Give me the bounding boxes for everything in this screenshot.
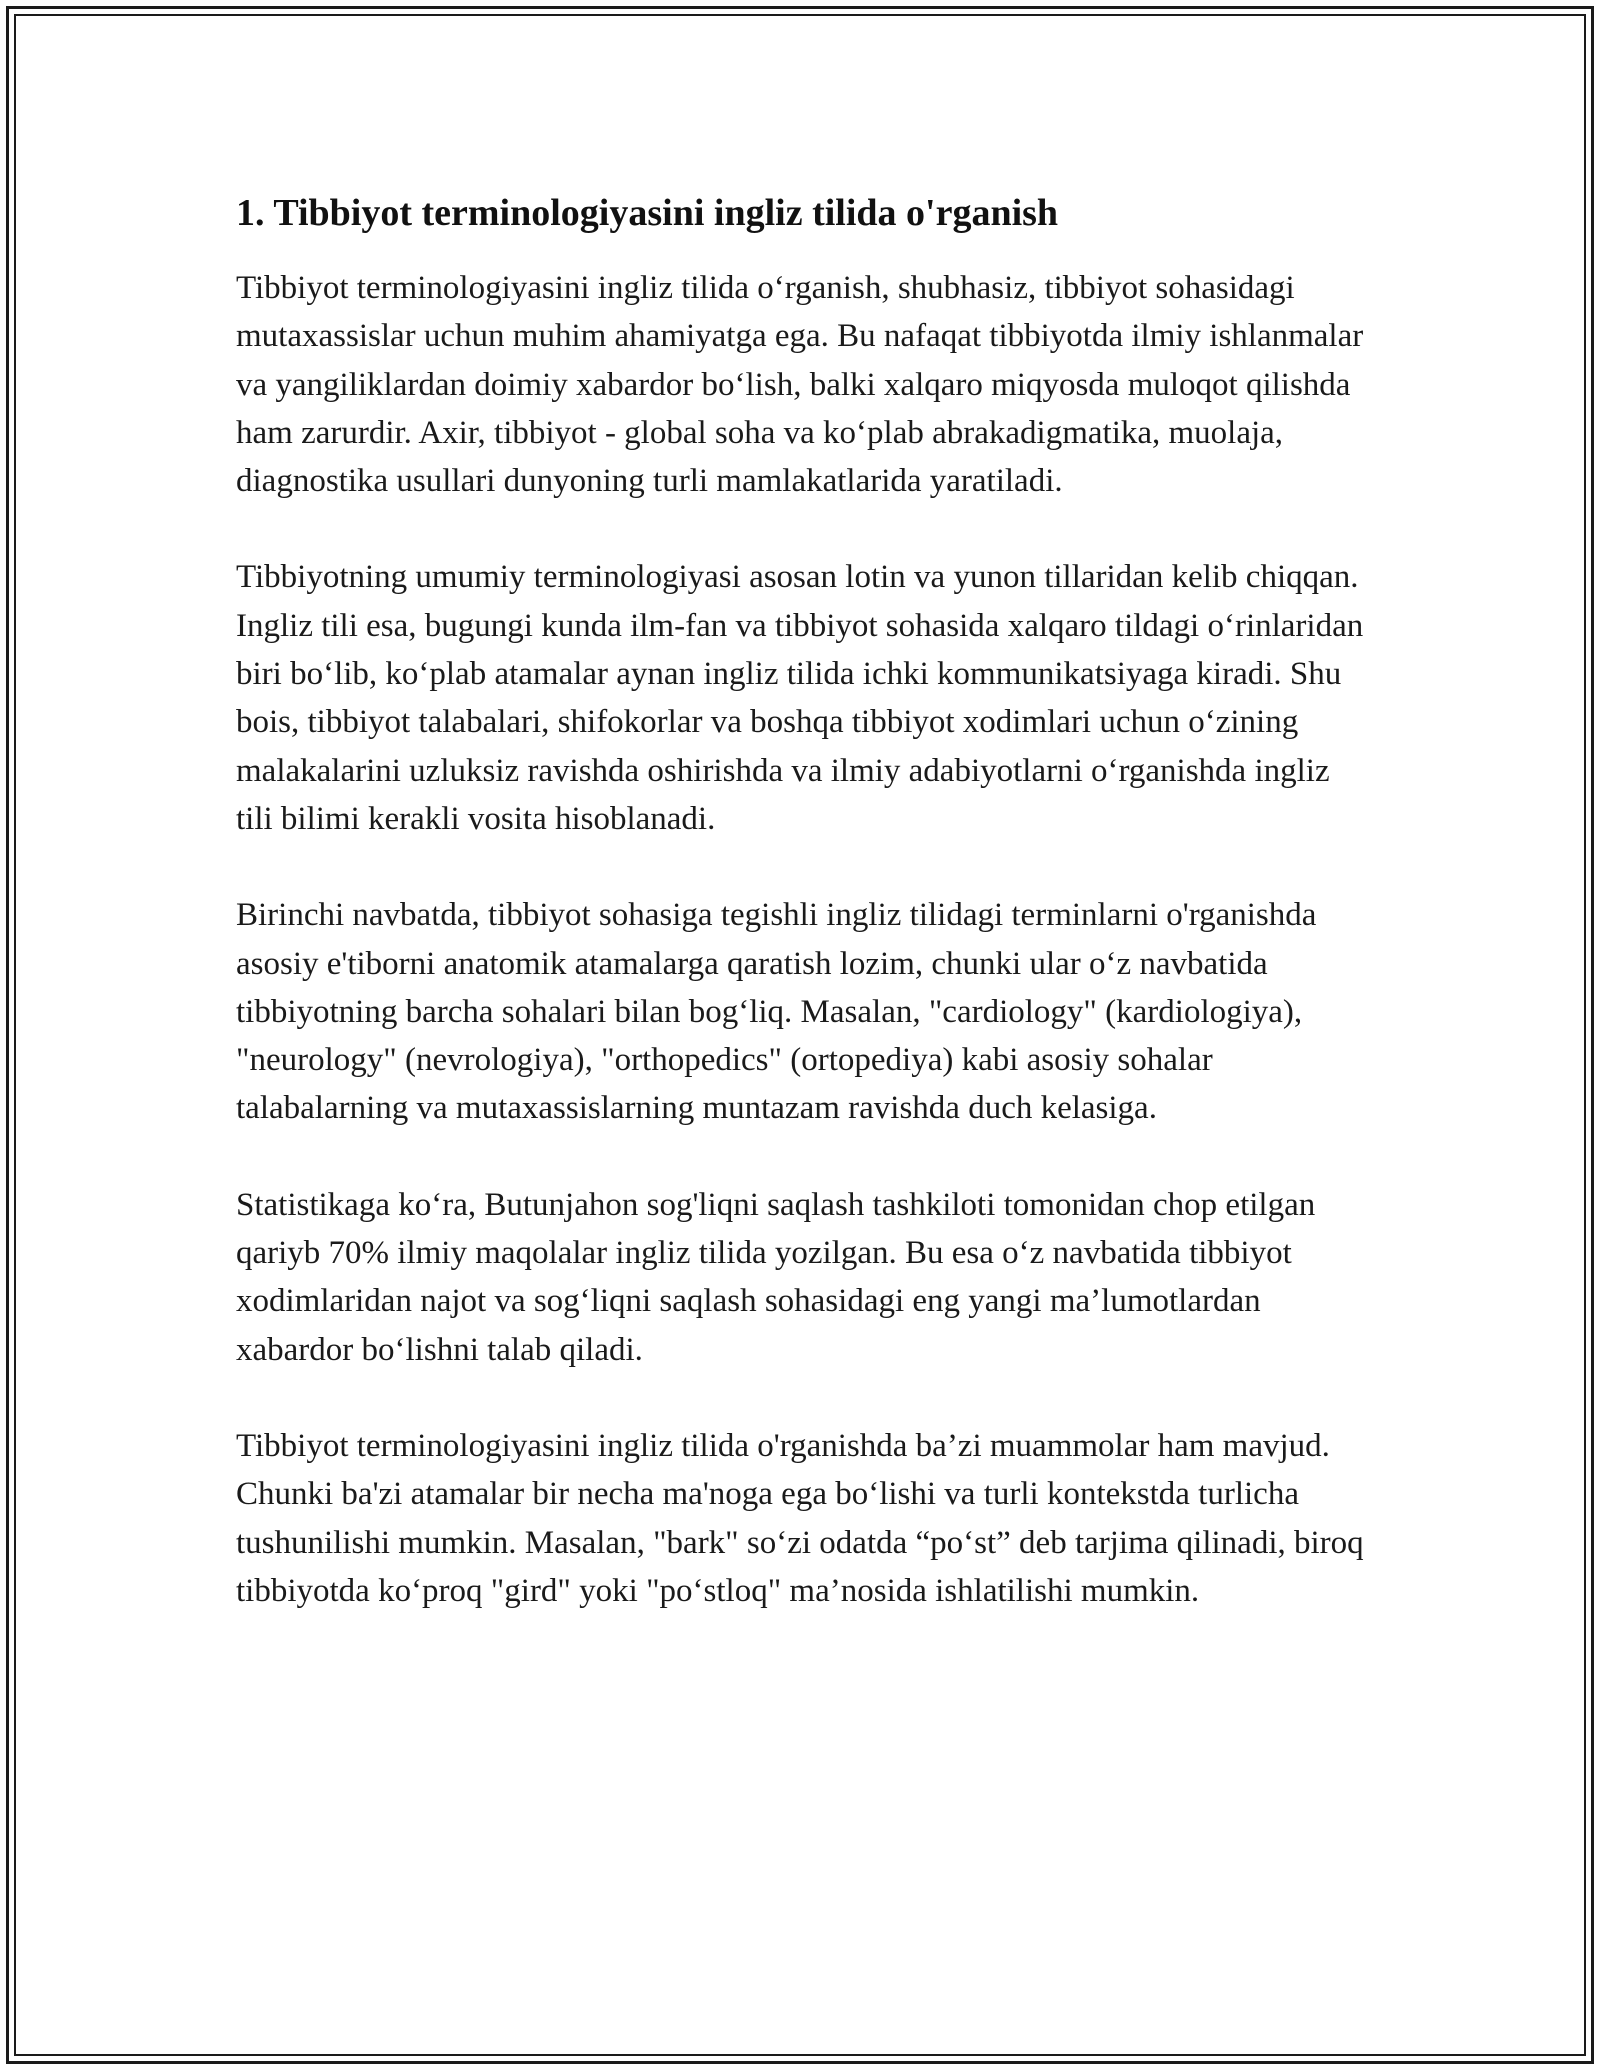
document-body [236, 186, 1364, 1615]
paragraph-3: Birinchi navbatda, tibbiyot sohasiga tegishli ingliz tilidagi terminlarni o'rganishda asosiy e'tiborni anatomik atamalarga qaratish lozim, chunki ular o‘z navbatida tibbiyotning barcha sohalari bilan bog‘liq. Masalan, "cardiology" (kardiologiya), "neurology" (nevrologiya), "orthopedics" (ortopediya) kabi asosiy sohalar talabalarning va mutaxassislarning muntazam ravishda duch kelasiga. [236, 897, 1317, 1127]
paragraph-2: Tibbiyotning umumiy terminologiyasi asosan lotin va yunon tillaridan kelib chiqqan. Ingliz tili esa, bugungi kunda ilm-fan va tibbiyot sohasida xalqaro tildagi o‘rinlaridan biri bo‘lib, ko‘plab atamalar aynan ingliz tilida ichki kommunikatsiyaga kiradi. Shu bois, tibbiyot talabalari, shifokorlar va boshqa tibbiyot xodimlari uchun o‘zining malakalarini uzluksiz ravishda oshirishda va ilmiy adabiyotlarni o‘rganishda ingliz tili bilimi kerakli vosita hisoblanadi. [236, 559, 1364, 837]
paragraph-4: Statistikaga ko‘ra, Butunjahon sog'liqni saqlash tashkiloti tomonidan chop etilgan qariyb 70% ilmiy maqolalar ingliz tilida yozilgan. Bu esa o‘z navbatida tibbiyot xodimlaridan najot va sog‘liqni saqlash sohasidagi eng yangi ma’lumotlardan xabardor bo‘lishni talab qiladi. [236, 1186, 1316, 1368]
document-title: 1. Tibbiyot terminologiyasini ingliz tilida o'rganish [236, 192, 1059, 234]
paragraph-1: Tibbiyot terminologiyasini ingliz tilida o‘rganish, shubhasiz, tibbiyot sohasidagi mutaxassislar uchun muhim ahamiyatga ega. Bu nafaqat tibbiyotda ilmiy ishlanmalar va yangiliklardan doimiy xabardor bo‘lish, balki xalqaro miqyosda muloqot qilishda ham zarurdir. Axir, tibbiyot - global soha va ko‘plab abrakadigmatika, muolaja, diagnostika usullari dunyoning turli mamlakatlarida yaratiladi. [236, 270, 1364, 500]
paragraph-5: Tibbiyot terminologiyasini ingliz tilida o'rganishda ba’zi muammolar ham mavjud. Chunki ba'zi atamalar bir necha ma'noga ega bo‘lishi va turli kontekstda turlicha tushunilishi mumkin. Masalan, "bark" so‘zi odatda “po‘st” deb tarjima qilinadi, biroq tibbiyotda ko‘proq "gird" yoki "po‘stloq" ma’nosida ishlatilishi mumkin. [236, 1427, 1364, 1609]
